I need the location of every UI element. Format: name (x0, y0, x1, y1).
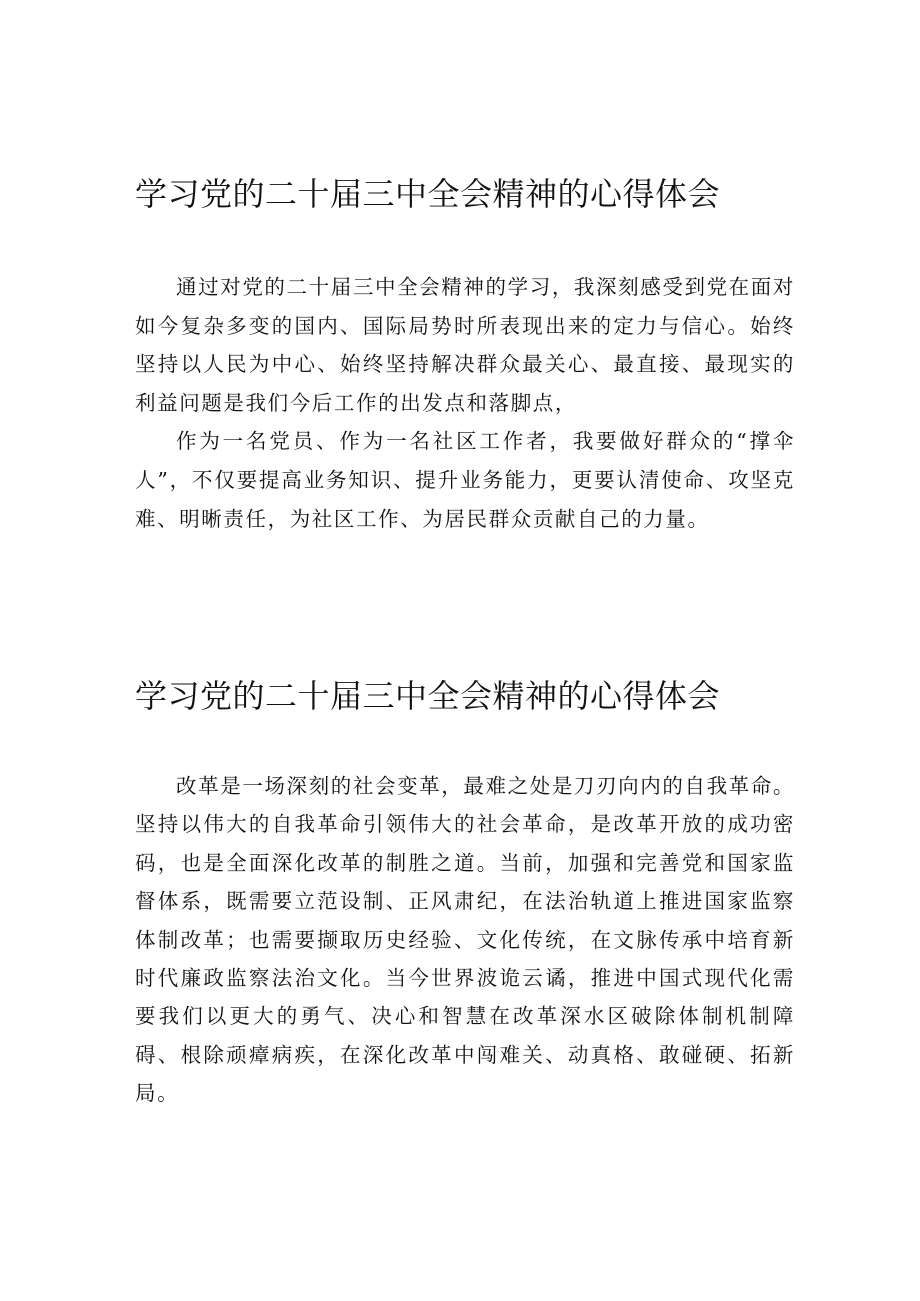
essay-2-paragraph-1: 改革是一场深刻的社会变革，最难之处是刀刃向内的自我革命。坚持以伟大的自我革命引领伟大的社会革命，是改革开放的成功密码，也是全面深化改革的制胜之道。当前，加强和完善党和国家监督体系，既需要立范设制、正风肃纪，在法治轨道上推进国家监察体制改革；也需要撷取历史经验、文化传统，在文脉传承中培育新时代廉政监察法治文化。当今世界波诡云谲，推进中国式现代化需要我们以更大的勇气、决心和智慧在改革深水区破除体制机制障碍、根除顽瘴病疾，在深化改革中闯难关、动真格、敢碰硬、拓新局。 (135, 774, 795, 1106)
essay-body-1 (135, 268, 795, 538)
essay-title-1: 学习党的二十届三中全会精神的心得体会 (135, 175, 721, 213)
essay-1-paragraph-1: 通过对党的二十届三中全会精神的学习，我深刻感受到党在面对如今复杂多变的国内、国际局势时所表现出来的定力与信心。始终坚持以人民为中心、始终坚持解决群众最关心、最直接、最现实的利益问题是我们今后工作的出发点和落脚点， (135, 275, 795, 415)
essay-body-2 (135, 767, 795, 1113)
essay-1-paragraph-2: 作为一名党员、作为一名社区工作者，我要做好群众的“撑伞人”，不仅要提高业务知识、提升业务能力，更要认清使命、攻坚克难、明晰责任，为社区工作、为居民群众贡献自己的力量。 (135, 429, 795, 531)
essay-section-2 (135, 672, 795, 1113)
essay-section-1 (135, 170, 795, 538)
essay-title-2: 学习党的二十届三中全会精神的心得体会 (135, 677, 721, 715)
